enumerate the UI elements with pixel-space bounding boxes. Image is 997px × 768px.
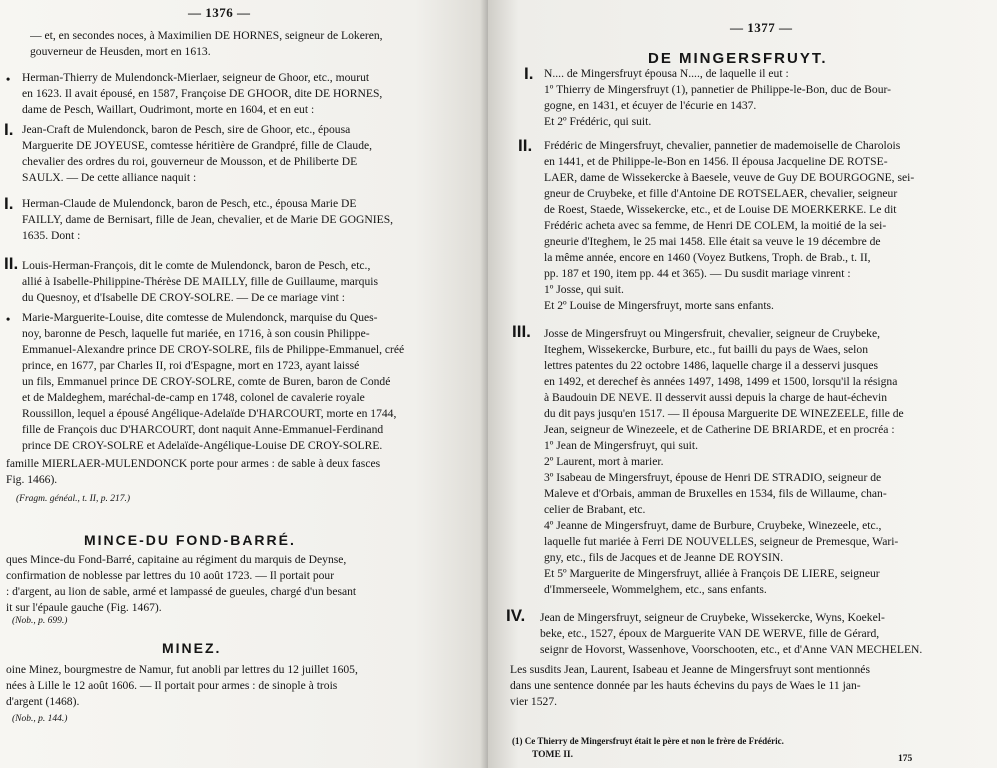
text-line: N.... de Mingersfruyt épousa N...., de laquelle il eut : xyxy=(544,67,789,80)
paragraph xyxy=(22,122,442,186)
text-line: Herman-Claude de Mulendonck, baron de Pesch, etc., épousa Marie DE xyxy=(22,197,357,210)
paragraph xyxy=(30,28,442,60)
text-line: Iteghem, Wissekercke, Burbure, etc., fut bailli du pays de Waes, selon xyxy=(544,343,868,356)
text-line: gouverneur de Heusden, mort en 1613. xyxy=(30,45,211,58)
text-line: 1º Jean de Mingersfruyt, qui suit. xyxy=(544,439,698,452)
text-line: Roussillon, lequel a épousé Angélique-Adelaïde D'HARCOURT, morte en 1744, xyxy=(22,407,397,420)
text-line: Jean-Craft de Mulendonck, baron de Pesch, sire de Ghoor, etc., épousa xyxy=(22,123,351,136)
text-line: Jean, seigneur de Winezeele, et de Catherine DE BRIARDE, et en procréa : xyxy=(544,423,895,436)
text-line: et de Maldeghem, maréchal-de-camp en 1748, colonel de cavalerie royale xyxy=(22,391,365,404)
text-line: Herman-Thierry de Mulendonck-Mierlaer, seigneur de Ghoor, etc., mourut xyxy=(22,71,370,84)
text-line: prince DE CROY-SOLRE et Adelaïde-Angélique-Louise DE CROY-SOLRE. xyxy=(22,439,383,452)
generation-numeral: I. xyxy=(4,120,14,139)
left-page xyxy=(0,0,488,768)
text-line: 2º Laurent, mort à marier. xyxy=(544,455,664,468)
generation-numeral: III. xyxy=(512,322,531,341)
paragraph xyxy=(544,66,962,130)
paragraph xyxy=(540,610,966,658)
text-line: dans une sentence donnée par les hauts échevins du pays de Waes le 11 jan- xyxy=(510,679,861,692)
paragraph xyxy=(544,138,964,314)
sheet-number: 175 xyxy=(898,754,913,764)
reference: (Nob., p. 699.) xyxy=(12,616,68,626)
paragraph xyxy=(22,70,442,118)
text-line: — et, en secondes noces, à Maximilien DE HORNES, seigneur de Lokeren, xyxy=(30,29,383,42)
text-line: vier 1527. xyxy=(510,695,558,708)
text-line: FAILLY, dame de Bernisart, fille de Jean, chevalier, et de Marie DE GOGNIES, xyxy=(22,213,394,226)
section-heading: DE MINGERSFRUYT. xyxy=(648,50,828,67)
text-line: ques Mince-du Fond-Barré, capitaine au régiment du marquis de Deynse, xyxy=(6,553,347,566)
generation-numeral: II. xyxy=(518,136,533,155)
generation-numeral: II. xyxy=(4,254,19,273)
text-line: un fils, Emmanuel prince DE CROY-SOLRE, comte de Buren, baron de Condé xyxy=(22,375,391,388)
reference: (Nob., p. 144.) xyxy=(12,714,68,724)
text-line: famille MIERLAER-MULENDONCK porte pour armes : de sable à deux fasces xyxy=(6,457,381,470)
text-line: it sur l'épaule gauche (Fig. 1467). xyxy=(6,601,162,614)
text-line: Maleve et d'Orbais, amman de Bruxelles en 1534, fils de Willaume, chan- xyxy=(544,487,887,500)
text-line: du dit pays jusqu'en 1517. — Il épousa Marguerite DE WINEZEELE, fille de xyxy=(544,407,904,420)
text-line: oine Minez, bourgmestre de Namur, fut anobli par lettres du 12 juillet 1605, xyxy=(6,663,358,676)
text-line: Jean de Mingersfruyt, seigneur de Cruybeke, Wissekercke, Wyns, Koekel- xyxy=(540,611,885,624)
text-line: 4º Jeanne de Mingersfruyt, dame de Burbure, Cruybeke, Winezeele, etc., xyxy=(544,519,882,532)
text-line: Et 2º Louise de Mingersfruyt, morte sans enfants. xyxy=(544,299,774,312)
text-line: chevalier des ordres du roi, gouverneur de Mousson, et de Philiberte DE xyxy=(22,155,358,168)
text-line: la même année, encore en 1460 (Voyez Butkens, Troph. de Brab., t. II, xyxy=(544,251,871,264)
bullet-mark: • xyxy=(6,312,11,326)
text-line: gogne, en 1431, et écuyer de l'écurie en 1437. xyxy=(544,99,757,112)
text-line: gneurie d'Iteghem, le 25 mai 1458. Elle était sa veuve le 19 décembre de xyxy=(544,235,881,248)
paragraph xyxy=(544,326,966,598)
paragraph xyxy=(6,662,442,710)
text-line: laquelle fut mariée à Ferri DE NOUVELLES, seigneur de Premesque, Wari- xyxy=(544,535,899,548)
text-line: gneur de Cruybeke, et fille d'Antoine DE ROTSELAER, chevalier, seigneur xyxy=(544,187,898,200)
text-line: 1635. Dont : xyxy=(22,229,81,242)
text-line: seignr de Hovorst, Wassenhove, Voorschooten, etc., et d'Anne VAN MECHELEN. xyxy=(540,643,923,656)
paragraph xyxy=(510,662,966,710)
footnote: (1) Ce Thierry de Mingersfruyt était le père et non le frère de Frédéric. xyxy=(512,736,784,746)
text-line: en 1492, et derechef ès années 1497, 1498, 1499 et 1500, lorsqu'il la résigna xyxy=(544,375,898,388)
text-line: 3º Isabeau de Mingersfruyt, épouse de Henri DE STRADIO, seigneur de xyxy=(544,471,882,484)
text-line: Emmanuel-Alexandre prince DE CROY-SOLRE, fils de Philippe-Emmanuel, créé xyxy=(22,343,405,356)
right-page xyxy=(488,0,997,768)
text-line: d'argent (1468). xyxy=(6,695,80,708)
text-line: beke, etc., 1527, époux de Marguerite VAN DE WERVE, fille de Gérard, xyxy=(540,627,880,640)
text-line: Et 2º Frédéric, qui suit. xyxy=(544,115,652,128)
section-heading: MINEZ. xyxy=(162,640,222,656)
text-line: à Baudouin DE NEVE. Il desservit aussi depuis la charge de haut-échevin xyxy=(544,391,887,404)
text-line: lettres patentes du 22 octobre 1486, laquelle charge il a desservi jusques xyxy=(544,359,878,372)
section-heading: MINCE-DU FOND-BARRÉ. xyxy=(84,532,296,548)
text-line: Marie-Marguerite-Louise, dite comtesse de Mulendonck, marquise du Ques- xyxy=(22,311,378,324)
text-line: Frédéric de Mingersfruyt, chevalier, pannetier de mademoiselle de Charolois xyxy=(544,139,901,152)
text-line: celier de Brabant, etc. xyxy=(544,503,646,516)
paragraph xyxy=(22,258,442,306)
page-number-right: — 1377 — xyxy=(730,20,793,35)
paragraph xyxy=(6,456,442,488)
text-line: Les susdits Jean, Laurent, Isabeau et Jeanne de Mingersfruyt sont mentionnés xyxy=(510,663,870,676)
text-line: pp. 187 et 190, item pp. 44 et 365). — Du susdit mariage vinrent : xyxy=(544,267,851,280)
text-line: dame de Pesch, Waillart, Oudrimont, morte en 1604, et en eut : xyxy=(22,103,315,116)
generation-numeral: I. xyxy=(524,64,534,83)
text-line: gny, etc., fils de Jacques et de Jeanne DE ROYSIN. xyxy=(544,551,784,564)
text-line: en 1441, et de Philippe-le-Bon en 1456. Il épousa Jacqueline DE ROTSE- xyxy=(544,155,888,168)
text-line: nées à Lille le 12 août 1606. — Il portait pour armes : de sinople à trois xyxy=(6,679,338,692)
text-line: fille de François duc D'HARCOURT, dont naquit Anne-Emmanuel-Ferdinand xyxy=(22,423,384,436)
paragraph xyxy=(22,310,442,454)
text-line: du Quesnoy, et d'Isabelle DE CROY-SOLRE. — De ce mariage vint : xyxy=(22,291,345,304)
generation-numeral: I. xyxy=(4,194,14,213)
page-number-left: — 1376 — xyxy=(188,5,251,20)
text-line: d'Immerseele, Wommelghem, etc., sans enfants. xyxy=(544,583,767,596)
text-line: prince, en 1677, par Charles II, roi d'Espagne, mort en 1723, ayant laissé xyxy=(22,359,360,372)
bullet-mark: • xyxy=(6,72,11,86)
text-line: de Roest, Staede, Wissekercke, etc., et de Louise DE MOERKERKE. Le dit xyxy=(544,203,897,216)
text-line: 1º Josse, qui suit. xyxy=(544,283,624,296)
text-line: confirmation de noblesse par lettres du 10 août 1723. — Il portait pour xyxy=(6,569,335,582)
text-line: LAER, dame de Wissekercke à Baesele, veuve de Guy DE BOURGOGNE, sei- xyxy=(544,171,915,184)
text-line: Fig. 1466). xyxy=(6,473,58,486)
text-line: Frédéric acheta avec sa femme, de Henri DE COLEM, la moitié de la sei- xyxy=(544,219,887,232)
text-line: Et 5º Marguerite de Mingersfruyt, alliée à François DE LIERE, seigneur xyxy=(544,567,880,580)
text-line: noy, baronne de Pesch, laquelle fut mariée, en 1716, à son cousin Philippe- xyxy=(22,327,370,340)
paragraph xyxy=(6,552,442,616)
text-line: allié à Isabelle-Philippine-Thérèse DE MAILLY, fille de Guillaume, marquis xyxy=(22,275,378,288)
text-line: : d'argent, au lion de sable, armé et lampassé de gueules, chargé d'un besant xyxy=(6,585,357,598)
generation-numeral: IV. xyxy=(506,606,526,625)
text-line: Marguerite DE JOYEUSE, comtesse héritière de Grandpré, fille de Claude, xyxy=(22,139,373,152)
text-line: Josse de Mingersfruyt ou Mingersfruit, chevalier, seigneur de Cruybeke, xyxy=(544,327,880,340)
paragraph xyxy=(22,196,442,244)
reference: (Fragm. généal., t. II, p. 217.) xyxy=(16,494,130,504)
text-line: Louis-Herman-François, dit le comte de Mulendonck, baron de Pesch, etc., xyxy=(22,259,371,272)
volume-label: TOME II. xyxy=(532,750,574,760)
text-line: SAULX. — De cette alliance naquit : xyxy=(22,171,197,184)
text-line: 1º Thierry de Mingersfruyt (1), pannetier de Philippe-le-Bon, duc de Bour- xyxy=(544,83,892,96)
text-line: en 1623. Il avait épousé, en 1587, Françoise DE GHOOR, dite DE HORNES, xyxy=(22,87,383,100)
